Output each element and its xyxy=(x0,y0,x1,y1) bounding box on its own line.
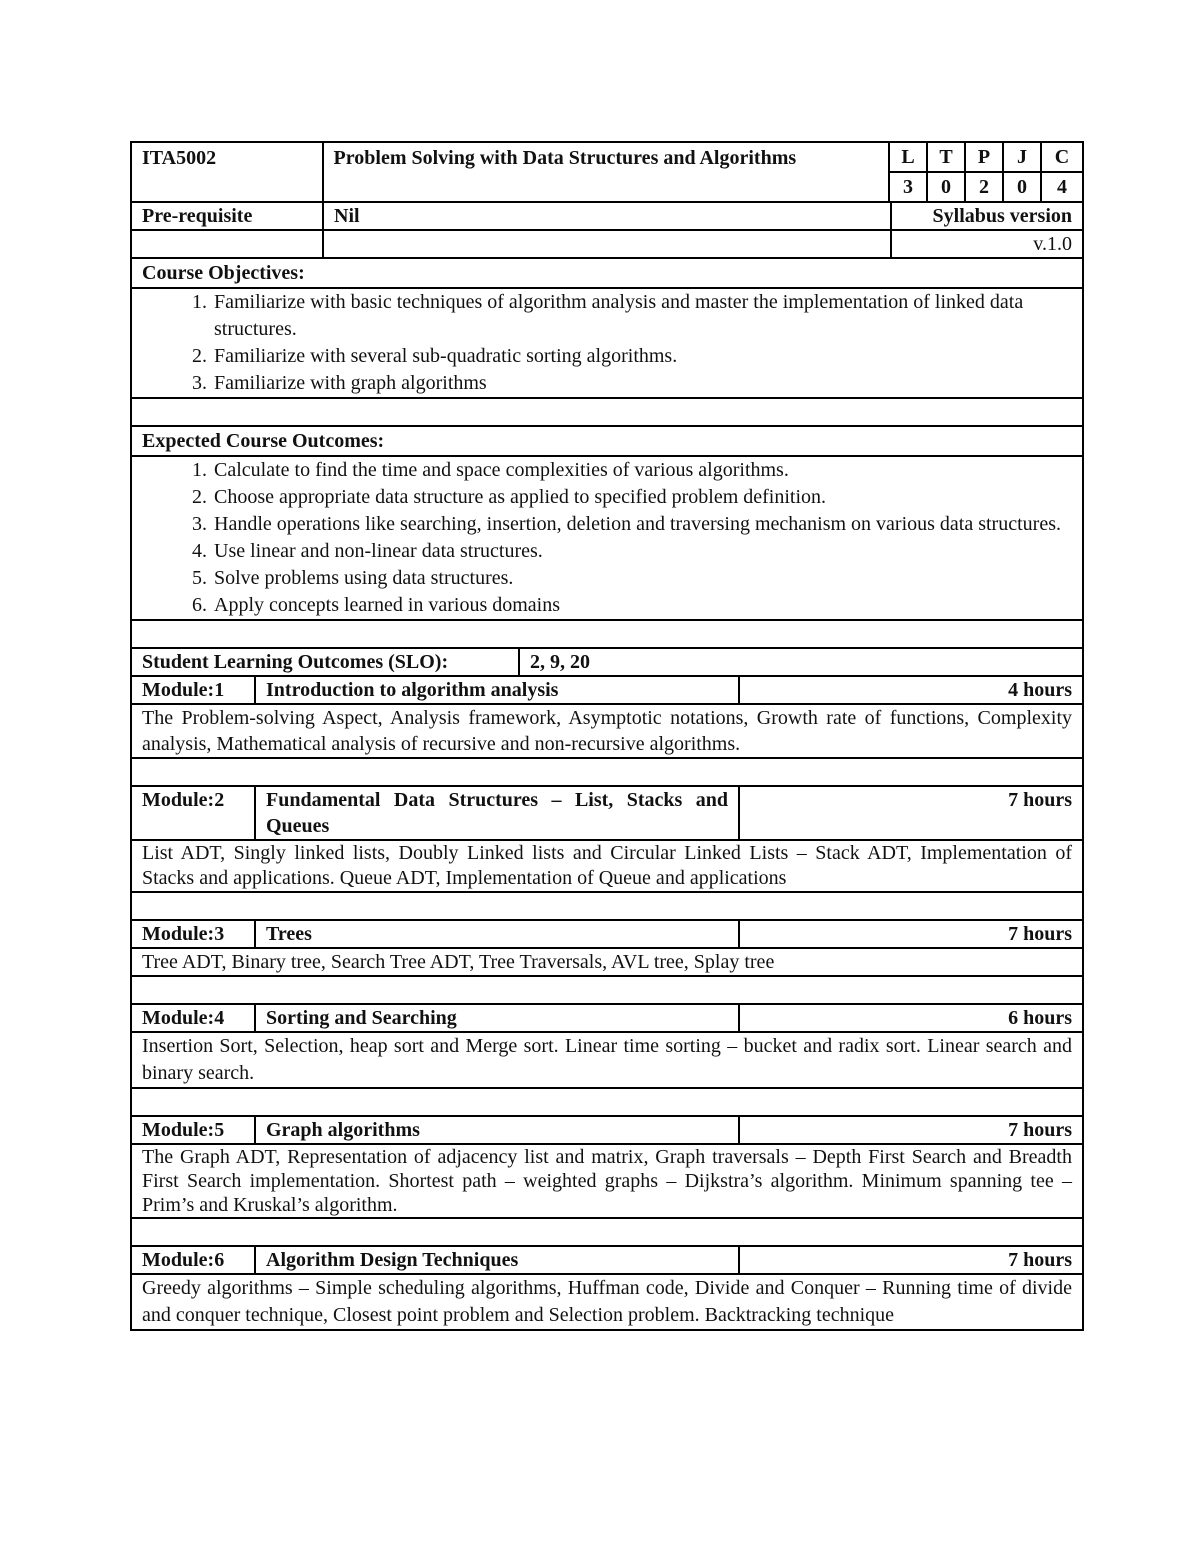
module-header-row xyxy=(130,1247,1084,1275)
slo-label: Student Learning Outcomes (SLO): xyxy=(132,649,520,675)
objectives-list xyxy=(132,289,1082,397)
course-code: ITA5002 xyxy=(132,143,324,201)
empty-cell xyxy=(324,231,892,257)
module-header-row xyxy=(130,1005,1084,1033)
list-item: 4. Use linear and non-linear data structures. xyxy=(212,538,1072,565)
syllabus-table xyxy=(130,141,1084,1331)
module-header-row xyxy=(130,787,1084,841)
module-hours: 7 hours xyxy=(1008,789,1072,811)
outcomes-list-row xyxy=(130,457,1084,621)
ltpjc-label-p: P xyxy=(966,143,1004,171)
prerequisite-row xyxy=(130,203,1084,231)
module-header-row xyxy=(130,1117,1084,1145)
outcomes-heading: Expected Course Outcomes: xyxy=(142,430,385,452)
list-item: 2. Choose appropriate data structure as applied to specified problem definition. xyxy=(212,484,1072,511)
blank-row xyxy=(130,621,1084,649)
module-content: The Problem-solving Aspect, Analysis framework, Asymptotic notations, Growth rate of functions, Complexity analysis, Mathematical analysis of recursive and non-recursive algorithms. xyxy=(142,707,1072,755)
list-item: 1. Familiarize with basic techniques of algorithm analysis and master the implementation of linked data structures. xyxy=(212,289,1072,343)
blank-row xyxy=(130,759,1084,787)
list-item: 3. Handle operations like searching, insertion, deletion and traversing mechanism on various data structures. xyxy=(212,511,1072,538)
ltpjc-value-j: 0 xyxy=(1004,173,1042,201)
module-content-row xyxy=(130,949,1084,977)
blank-row xyxy=(130,1089,1084,1117)
ltpjc-labels xyxy=(890,143,1082,171)
ltpjc-grid xyxy=(890,143,1082,201)
module-header-row xyxy=(130,677,1084,705)
module-header-row xyxy=(130,921,1084,949)
ltpjc-label-c: C xyxy=(1054,146,1070,168)
ltpjc-label-l: L xyxy=(890,143,928,171)
objectives-heading: Course Objectives: xyxy=(142,262,305,284)
module-content-row xyxy=(130,1033,1084,1089)
module-title: Graph algorithms xyxy=(256,1117,740,1143)
blank-row xyxy=(130,893,1084,921)
objectives-list-row xyxy=(130,289,1084,399)
module-title: Trees xyxy=(256,921,740,947)
ltpjc-value-p: 2 xyxy=(966,173,1004,201)
list-item: 1. Calculate to find the time and space complexities of various algorithms. xyxy=(212,457,1072,484)
module-hours: 6 hours xyxy=(1008,1007,1072,1029)
list-item: 2. Familiarize with several sub-quadratic sorting algorithms. xyxy=(212,343,1072,370)
module-label: Module:6 xyxy=(132,1247,256,1273)
objectives-heading-row xyxy=(130,259,1084,289)
slo-value: 2, 9, 20 xyxy=(530,651,590,673)
blank-row xyxy=(130,399,1084,427)
ltpjc-label-t: T xyxy=(928,143,966,171)
module-content: Insertion Sort, Selection, heap sort and Merge sort. Linear time sorting – bucket and radix sort. Linear search and binary search. xyxy=(142,1035,1072,1084)
module-title: Introduction to algorithm analysis xyxy=(256,677,740,703)
version-row xyxy=(130,231,1084,259)
blank-row xyxy=(130,977,1084,1005)
module-label: Module:1 xyxy=(132,677,256,703)
module-content: Tree ADT, Binary tree, Search Tree ADT, Tree Traversals, AVL tree, Splay tree xyxy=(142,951,775,973)
syllabus-version-label: Syllabus version xyxy=(932,205,1072,227)
outcomes-list xyxy=(132,457,1082,619)
module-hours: 7 hours xyxy=(1008,1119,1072,1141)
course-header-row xyxy=(130,141,1084,203)
module-label: Module:2 xyxy=(132,787,256,839)
module-title: Sorting and Searching xyxy=(256,1005,740,1031)
syllabus-version-value: v.1.0 xyxy=(1033,233,1072,255)
module-content: List ADT, Singly linked lists, Doubly Linked lists and Circular Linked Lists – Stack ADT, Implementation of Stacks and applications. Queue ADT, Implementation of Queue and applications xyxy=(142,842,1072,889)
blank-row xyxy=(130,1219,1084,1247)
ltpjc-label-j: J xyxy=(1004,143,1042,171)
ltpjc-values xyxy=(890,171,1082,201)
list-item: 5. Solve problems using data structures. xyxy=(212,565,1072,592)
ltpjc-value-t: 0 xyxy=(928,173,966,201)
module-title: Fundamental Data Structures – List, Stacks and Queues xyxy=(256,787,740,839)
outcomes-heading-row xyxy=(130,427,1084,457)
module-content: Greedy algorithms – Simple scheduling algorithms, Huffman code, Divide and Conquer – Running time of divide and conquer technique, Closest point problem and Selection problem. Backtracking technique xyxy=(142,1277,1072,1326)
module-content: The Graph ADT, Representation of adjacency list and matrix, Graph traversals – Depth First Search and Breadth First Search implementation. Shortest path – weighted graphs – Dijkstra’s algorithm. Minimum spanning tee – Prim’s and Kruskal’s algorithm. xyxy=(142,1146,1072,1216)
module-title: Algorithm Design Techniques xyxy=(256,1247,740,1273)
module-content-row xyxy=(130,841,1084,893)
slo-row xyxy=(130,649,1084,677)
module-label: Module:4 xyxy=(132,1005,256,1031)
module-content-row xyxy=(130,1275,1084,1331)
course-title: Problem Solving with Data Structures and Algorithms xyxy=(324,143,890,201)
list-item: 3. Familiarize with graph algorithms xyxy=(212,370,1072,397)
module-label: Module:3 xyxy=(132,921,256,947)
empty-cell xyxy=(132,231,324,257)
prerequisite-label: Pre-requisite xyxy=(132,203,324,229)
ltpjc-value-l: 3 xyxy=(890,173,928,201)
prerequisite-value: Nil xyxy=(324,203,892,229)
module-label: Module:5 xyxy=(132,1117,256,1143)
ltpjc-value-c: 4 xyxy=(1057,176,1067,198)
module-content-row xyxy=(130,705,1084,759)
module-hours: 7 hours xyxy=(1008,923,1072,945)
module-hours: 7 hours xyxy=(1008,1249,1072,1271)
list-item: 6. Apply concepts learned in various domains xyxy=(212,592,1072,619)
module-hours: 4 hours xyxy=(1008,679,1072,701)
module-content-row xyxy=(130,1145,1084,1219)
